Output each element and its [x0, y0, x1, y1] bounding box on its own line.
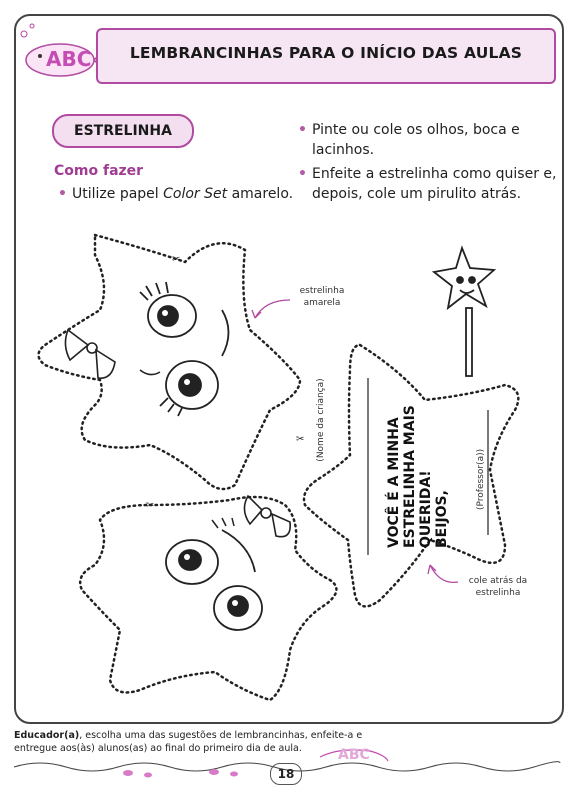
card-message-line4: BEIJOS,: [434, 490, 450, 548]
mouth-icon: [222, 530, 255, 572]
bow-icon: [244, 496, 290, 537]
bow-icon: [65, 330, 115, 378]
eye-icon: [160, 361, 218, 416]
yellow-star-label-line1: estrelinha: [299, 286, 345, 296]
card-message-line1: VOCÊ É A MINHA: [386, 417, 402, 548]
bullet-paint-line2: lacinhos.: [312, 142, 375, 158]
svg-text:ABC: ABC: [46, 47, 92, 71]
bullet-paint-line1: Pinte ou cole os olhos, boca e: [312, 122, 520, 138]
bullet-paper-italic: Color Set: [163, 186, 228, 202]
svg-text:✂: ✂: [172, 254, 181, 265]
mouth-icon: [222, 310, 229, 356]
svg-text:✂: ✂: [146, 500, 155, 511]
star-top-outline: [39, 235, 301, 489]
eye-icon: [166, 540, 218, 584]
svg-text:✂: ✂: [296, 434, 305, 445]
educator-note-line1: , escolha uma das sugestões de lembrancinhas, enfeite-a e: [79, 730, 363, 741]
bullet-dot: •: [58, 186, 67, 202]
educator-note-line2: entregue aos(às) alunos(as) ao final do primeiro dia de aula.: [14, 743, 302, 754]
section-title: ESTRELINHA: [74, 123, 172, 139]
yellow-star-label-line2: amarela: [303, 298, 341, 308]
bullet-decorate-line1: Enfeite a estrelinha como quiser e,: [312, 166, 557, 182]
educator-note-bold: Educador(a): [14, 730, 80, 741]
card-message-line3: QUERIDA!: [418, 470, 434, 548]
page-number: 18: [270, 763, 302, 785]
fish-icon: [123, 769, 238, 778]
card-message: [386, 405, 450, 548]
arrow-icon: [430, 565, 458, 582]
svg-text:ABC: ABC: [338, 747, 370, 763]
card-message-line2: ESTRELINHA MAIS: [402, 405, 418, 548]
bullet-paper-prefix: Utilize papel: [72, 186, 164, 202]
bullet-decorate-line2: depois, cole um pirulito atrás.: [312, 186, 522, 202]
teacher-label: (Professor(a)): [476, 448, 486, 510]
glue-back-label: [458, 575, 538, 599]
page-title: LEMBRANCINHAS PARA O INÍCIO DAS AULAS: [129, 44, 523, 62]
eye-icon: [214, 586, 262, 630]
bullet-dot: •: [298, 122, 307, 138]
arrow-icon: [255, 300, 290, 318]
how-to-heading: Como fazer: [54, 163, 144, 179]
eye-icon: [140, 282, 196, 337]
bullet-paper-suffix: amarelo.: [227, 186, 294, 202]
star-bottom-outline: [80, 497, 336, 700]
glue-back-label-line2: estrelinha: [475, 588, 521, 598]
child-name-label: (Nome da criança): [316, 378, 326, 462]
bullet-dot: •: [298, 166, 307, 182]
yellow-star-label: [292, 285, 352, 309]
glue-back-label-line1: cole atrás da: [468, 576, 528, 586]
lollipop-star-icon: [434, 248, 494, 376]
